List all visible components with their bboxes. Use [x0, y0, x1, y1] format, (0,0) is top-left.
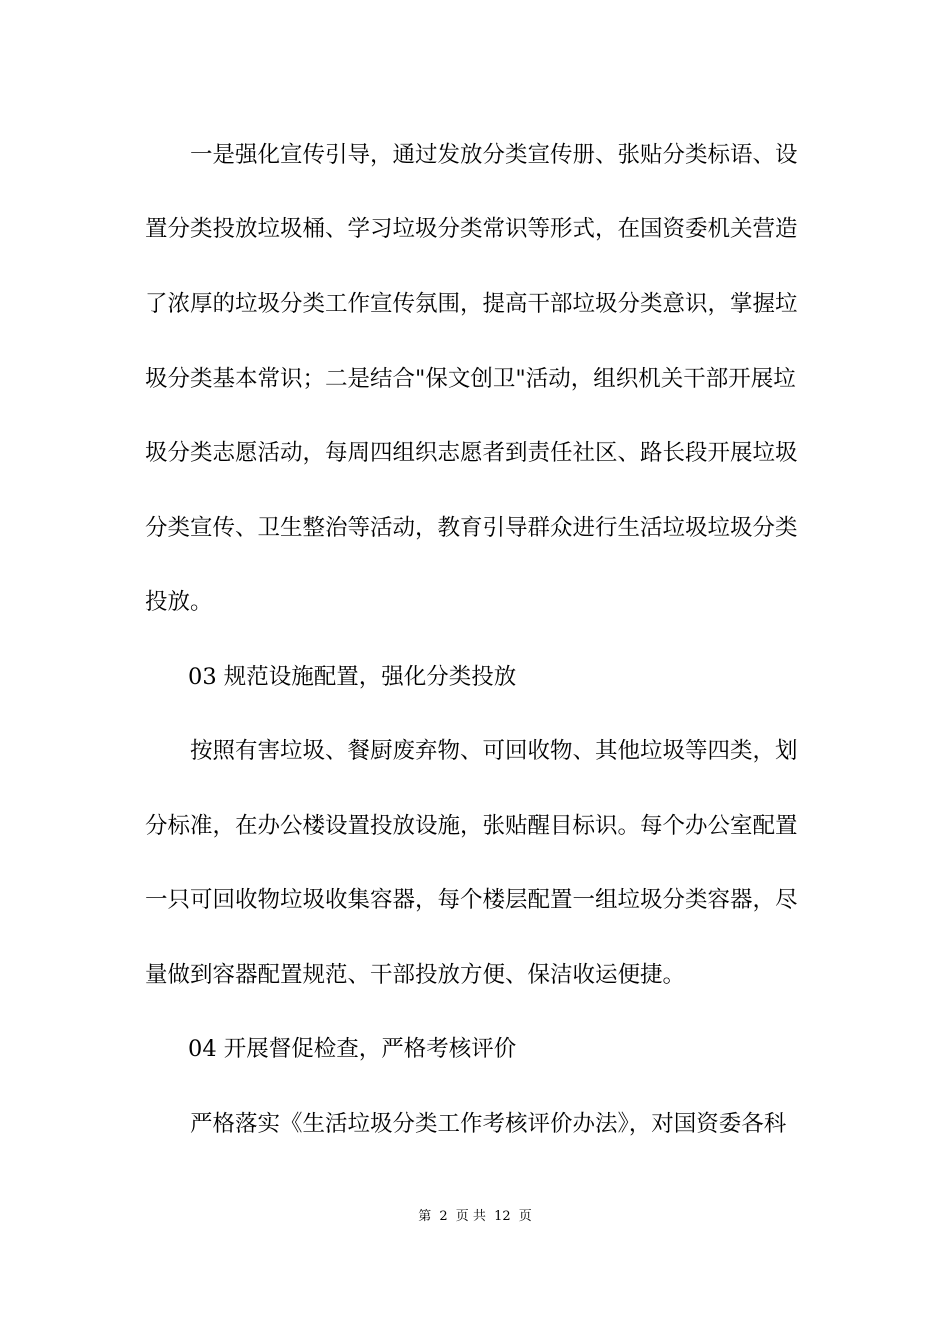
paragraph-line: 分标准，在办公楼设置投放设施，张贴醒目标识。每个办公室配置: [145, 813, 798, 839]
paragraph-line: 了浓厚的垃圾分类工作宣传氛围，提高干部垃圾分类意识，掌握垃: [145, 291, 798, 317]
paragraph-line: 一只可回收物垃圾收集容器，每个楼层配置一组垃圾分类容器，尽: [145, 887, 798, 913]
footer-prefix: 第: [418, 1209, 432, 1224]
footer-page-number: 2: [439, 1209, 448, 1224]
paragraph-line: 投放。: [145, 589, 213, 615]
paragraph-line: 置分类投放垃圾桶、学习垃圾分类常识等形式，在国资委机关营造: [145, 216, 798, 242]
footer-middle: 页 共: [455, 1209, 486, 1224]
paragraph-line: 按照有害垃圾、餐厨废弃物、可回收物、其他垃圾等四类，划: [190, 738, 798, 764]
footer-total-pages: 12: [494, 1209, 511, 1224]
paragraph-line: 量做到容器配置规范、干部投放方便、保洁收运便捷。: [145, 962, 686, 988]
paragraph-line: 圾分类志愿活动，每周四组织志愿者到责任社区、路长段开展垃圾: [145, 440, 798, 466]
paragraph-line: 分类宣传、卫生整治等活动，教育引导群众进行生活垃圾垃圾分类: [145, 515, 798, 541]
paragraph-line: 严格落实《生活垃圾分类工作考核评价办法》，对国资委各科: [190, 1111, 787, 1137]
paragraph-line: 一是强化宣传引导，通过发放分类宣传册、张贴分类标语、设: [190, 142, 798, 168]
paragraph-line: 圾分类基本常识；二是结合"保文创卫"活动，组织机关干部开展垃: [145, 366, 796, 392]
page-footer: [0, 1208, 950, 1226]
section-heading: 03 规范设施配置，强化分类投放: [188, 664, 517, 690]
section-heading: 04 开展督促检查，严格考核评价: [188, 1036, 517, 1062]
footer-suffix: 页: [518, 1209, 532, 1224]
